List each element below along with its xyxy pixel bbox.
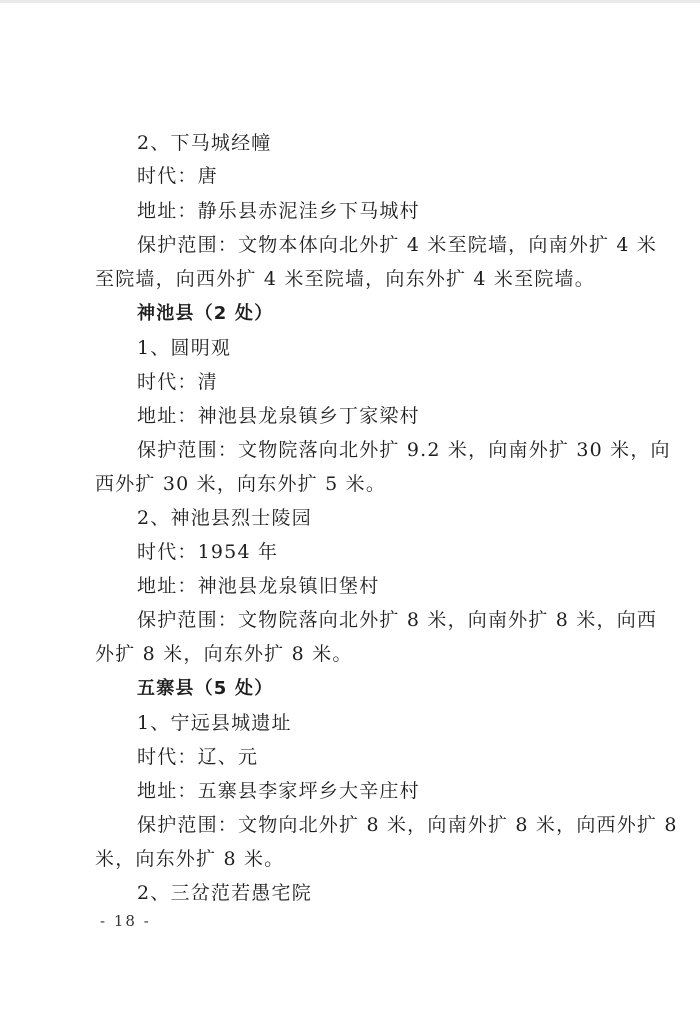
address-line: 地址：静乐县赤泥洼乡下马城村 [137, 200, 420, 222]
protection-range-continuation: 至院墙，向西外扩 4 米至院墙，向东外扩 4 米至院墙。 [95, 268, 595, 290]
address-line: 地址：五寨县李家坪乡大辛庄村 [137, 780, 420, 802]
item-title-fan-ruoyu-residence: 2、三岔范若愚宅院 [137, 882, 312, 904]
item-title-ningyuan-ruins: 1、宁远县城遗址 [137, 712, 292, 734]
protection-range-continuation: 西外扩 30 米，向东外扩 5 米。 [95, 473, 387, 495]
protection-range-continuation: 米，向东外扩 8 米。 [95, 848, 285, 870]
protection-range-line: 保护范围：文物院落向北外扩 8 米，向南外扩 8 米，向西 [137, 609, 658, 631]
protection-range-continuation: 外扩 8 米，向东外扩 8 米。 [95, 643, 353, 665]
page-number: - 18 - [100, 912, 151, 930]
era-line: 时代：辽、元 [137, 746, 259, 768]
era-line: 时代：唐 [137, 165, 218, 187]
item-title-xiamacheng: 2、下马城经幢 [137, 132, 272, 154]
protection-range-line: 保护范围：文物院落向北外扩 9.2 米，向南外扩 30 米，向 [137, 439, 671, 461]
county-heading-shenchi: 神池县（2 处） [137, 303, 274, 324]
protection-range-line: 保护范围：文物向北外扩 8 米，向南外扩 8 米，向西外扩 8 [137, 814, 678, 836]
county-heading-wuzhai: 五寨县（5 处） [137, 678, 274, 699]
address-line: 地址：神池县龙泉镇乡丁家梁村 [137, 405, 420, 427]
address-line: 地址：神池县龙泉镇旧堡村 [137, 575, 380, 597]
era-line: 时代：清 [137, 371, 218, 393]
item-title-martyrs-cemetery: 2、神池县烈士陵园 [137, 507, 312, 529]
era-line: 时代：1954 年 [137, 541, 279, 563]
protection-range-line: 保护范围：文物本体向北外扩 4 米至院墙，向南外扩 4 米 [137, 234, 658, 256]
item-title-yuanmingguan: 1、圆明观 [137, 337, 232, 359]
